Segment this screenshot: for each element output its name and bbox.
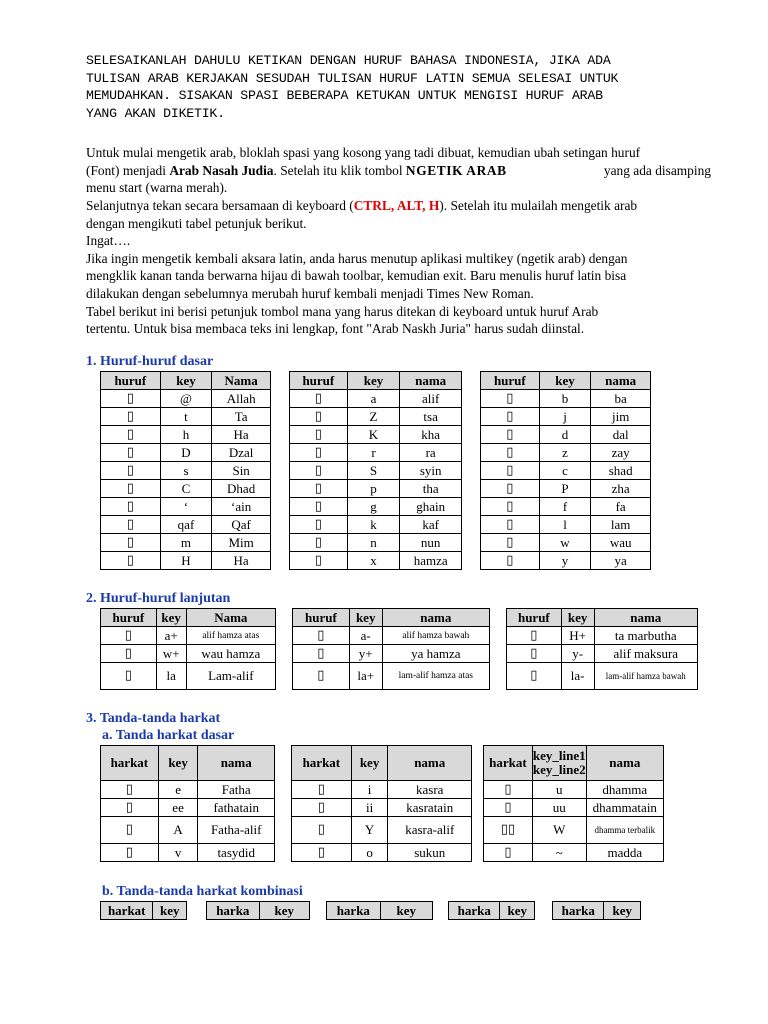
- col-header: huruf: [101, 372, 161, 390]
- key-cell: n: [347, 534, 400, 552]
- table-row: [484, 844, 664, 862]
- key-cell: h: [160, 426, 212, 444]
- col-header: key: [153, 902, 187, 920]
- name-cell: kasra: [388, 781, 472, 799]
- arabic-glyph-cell: ▯: [101, 817, 159, 844]
- name-cell: madda: [586, 844, 663, 862]
- table-row: [101, 426, 271, 444]
- table-row: [290, 534, 462, 552]
- arabic-glyph-cell: ▯: [101, 498, 161, 516]
- name-cell: jim: [591, 408, 651, 426]
- table-row: [101, 444, 271, 462]
- arabic-glyph-cell: ▯: [290, 516, 348, 534]
- col-header: harkat: [484, 746, 533, 781]
- arabic-glyph-cell: ▯: [507, 663, 562, 690]
- col-header: key: [156, 609, 186, 627]
- table-row: [101, 627, 276, 645]
- key-cell: qaf: [160, 516, 212, 534]
- arabic-glyph-cell: ▯: [290, 462, 348, 480]
- key-cell: S: [347, 462, 400, 480]
- table-row: [507, 627, 698, 645]
- key-cell: ‘: [160, 498, 212, 516]
- key-cell: g: [347, 498, 400, 516]
- key-cell: P: [539, 480, 591, 498]
- section-1-heading: 1. Huruf-huruf dasar: [86, 354, 214, 369]
- key-cell: f: [539, 498, 591, 516]
- table-row: [101, 844, 275, 862]
- col-header: key: [539, 372, 591, 390]
- table-row: [292, 781, 472, 799]
- harkat-basic-table-1: [100, 745, 275, 862]
- name-cell: fa: [591, 498, 651, 516]
- key-cell: s: [160, 462, 212, 480]
- arabic-glyph-cell: ▯: [101, 627, 157, 645]
- arabic-glyph-cell: ▯: [484, 781, 533, 799]
- name-cell: wau: [591, 534, 651, 552]
- name-cell: Dzal: [212, 444, 271, 462]
- arabic-glyph-cell: ▯: [481, 426, 540, 444]
- arabic-glyph-cell: ▯: [507, 645, 562, 663]
- col-header: key: [158, 746, 198, 781]
- key-cell: b: [539, 390, 591, 408]
- table-row: [101, 534, 271, 552]
- col-header: nama: [586, 746, 663, 781]
- table-row: [290, 516, 462, 534]
- table-row: [481, 444, 651, 462]
- table-row: [481, 498, 651, 516]
- table-row: [101, 817, 275, 844]
- name-cell: tsa: [400, 408, 462, 426]
- name-cell: dhamma terbalik: [586, 817, 663, 844]
- arabic-glyph-cell: ▯: [292, 844, 352, 862]
- arabic-glyph-cell: ▯: [293, 663, 350, 690]
- text-line: dilakukan dengan sebelumnya merubah huruf kembali menjadi Times New Roman.: [86, 285, 534, 301]
- table-row: [101, 480, 271, 498]
- col-header: huruf: [101, 609, 157, 627]
- key-cell: y+: [349, 645, 382, 663]
- name-cell: Qaf: [212, 516, 271, 534]
- arabic-glyph-cell: ▯: [290, 390, 348, 408]
- table-body: [507, 627, 698, 690]
- arabic-glyph-cell: ▯: [101, 552, 161, 570]
- intro-line: SELESAIKANLAH DAHULU KETIKAN DENGAN HURUF BAHASA INDONESIA, JIKA ADA: [86, 53, 611, 68]
- table-row: [101, 645, 276, 663]
- table-row: [101, 552, 271, 570]
- shortcut-red-text: CTRL, ALT, H: [353, 198, 440, 213]
- col-header: nama: [594, 609, 697, 627]
- arabic-glyph-cell: ▯: [484, 799, 533, 817]
- col-header: harka: [327, 902, 381, 920]
- name-cell: ‘ain: [212, 498, 271, 516]
- table-row: [101, 781, 275, 799]
- table-row: [292, 817, 472, 844]
- name-cell: zay: [591, 444, 651, 462]
- table-row: [292, 844, 472, 862]
- col-header: huruf: [507, 609, 562, 627]
- text-line: [86, 197, 711, 215]
- arabic-glyph-cell: ▯: [101, 781, 159, 799]
- col-header: nama: [400, 372, 462, 390]
- key-cell: e: [158, 781, 198, 799]
- key-cell: A: [158, 817, 198, 844]
- key-cell: t: [160, 408, 212, 426]
- arabic-glyph-cell: ▯: [290, 552, 348, 570]
- name-cell: syin: [400, 462, 462, 480]
- arabic-glyph-cell: ▯: [101, 799, 159, 817]
- font-name-bold: Arab Nasah Judia: [169, 162, 274, 178]
- name-cell: lam-alif hamza atas: [382, 663, 489, 690]
- arabic-glyph-cell: ▯: [481, 498, 540, 516]
- table-row: [484, 781, 664, 799]
- text-span: yang ada disamping: [603, 162, 711, 178]
- name-cell: alif: [400, 390, 462, 408]
- button-name-bold: NGETIK ARAB: [405, 162, 507, 178]
- table-row: [507, 645, 698, 663]
- arabic-glyph-cell: ▯: [481, 390, 540, 408]
- name-cell: nun: [400, 534, 462, 552]
- table-row: [101, 516, 271, 534]
- harkat-combo-table-2: [206, 901, 310, 920]
- table-row: [290, 552, 462, 570]
- subsection-a-heading: a. Tanda harkat dasar: [102, 728, 235, 743]
- name-cell: alif hamza bawah: [382, 627, 489, 645]
- col-header: key: [347, 372, 400, 390]
- arabic-glyph-cell: ▯: [507, 627, 562, 645]
- name-cell: sukun: [388, 844, 472, 862]
- name-cell: ya hamza: [382, 645, 489, 663]
- text-span: Selanjutnya tekan secara bersamaan di keyboard (: [86, 198, 354, 213]
- col-header: harka: [449, 902, 500, 920]
- arabic-glyph-cell: ▯: [481, 534, 540, 552]
- section-2-heading: 2. Huruf-huruf lanjutan: [86, 591, 231, 606]
- text-line: menu start (warna merah).: [86, 180, 228, 196]
- table-row: [481, 516, 651, 534]
- table-row: [481, 480, 651, 498]
- arabic-glyph-cell: ▯: [101, 426, 161, 444]
- key-cell: y: [539, 552, 591, 570]
- key-cell: @: [160, 390, 212, 408]
- key-cell: ii: [351, 799, 388, 817]
- harkat-combo-table-1: [100, 901, 187, 920]
- arabic-glyph-cell: ▯: [290, 534, 348, 552]
- key-cell: z: [539, 444, 591, 462]
- col-header: huruf: [293, 609, 350, 627]
- arabic-glyph-cell: ▯: [481, 462, 540, 480]
- name-cell: ya: [591, 552, 651, 570]
- key-cell: w+: [156, 645, 186, 663]
- name-cell: Sin: [212, 462, 271, 480]
- key-cell: o: [351, 844, 388, 862]
- key-cell: k: [347, 516, 400, 534]
- text-line: Untuk mulai mengetik arab, bloklah spasi yang kosong yang tadi dibuat, kemudian ubah setingan huruf: [86, 145, 641, 160]
- table-row: [290, 444, 462, 462]
- harkat-basic-table-2: [291, 745, 472, 862]
- col-header: key: [561, 609, 594, 627]
- arabic-glyph-cell: ▯: [481, 444, 540, 462]
- intro-line: TULISAN ARAB KERJAKAN SESUDAH TULISAN HURUF LATIN SEMUA SELESAI UNTUK: [86, 70, 619, 86]
- key-cell: a: [347, 390, 400, 408]
- arabic-glyph-cell: ▯: [101, 408, 161, 426]
- arabic-glyph-cell: ▯: [101, 444, 161, 462]
- table-row: [481, 552, 651, 570]
- table-row: [290, 498, 462, 516]
- table-row: [290, 426, 462, 444]
- key-cell: x: [347, 552, 400, 570]
- table-body: [292, 781, 472, 862]
- table-body: [101, 781, 275, 862]
- arabic-glyph-cell: ▯: [293, 645, 350, 663]
- table-row: [101, 462, 271, 480]
- table-row: [101, 663, 276, 690]
- key-cell: D: [160, 444, 212, 462]
- key-cell: y-: [561, 645, 594, 663]
- col-header: key: [259, 902, 309, 920]
- key-cell: la-: [561, 663, 594, 690]
- name-cell: kasra-alif: [388, 817, 472, 844]
- col-header: key: [604, 902, 641, 920]
- text-line: Ingat….: [86, 233, 131, 249]
- name-cell: dhamma: [586, 781, 663, 799]
- name-cell: kasratain: [388, 799, 472, 817]
- key-cell: C: [160, 480, 212, 498]
- col-header-key: [532, 746, 586, 781]
- key-cell: r: [347, 444, 400, 462]
- table-row: [481, 408, 651, 426]
- name-cell: alif maksura: [594, 645, 697, 663]
- col-header: key: [380, 902, 432, 920]
- harkat-combo-table-3: [326, 901, 433, 920]
- key-header-part: key_line1: [532, 748, 586, 763]
- key-cell: la+: [349, 663, 382, 690]
- harkat-combo-table-4: [448, 901, 535, 920]
- table-row: [290, 408, 462, 426]
- arabic-glyph-cell: ▯: [481, 552, 540, 570]
- key-cell: p: [347, 480, 400, 498]
- key-cell: d: [539, 426, 591, 444]
- table-row: [292, 799, 472, 817]
- advanced-letters-table-1: [100, 608, 276, 690]
- text-line: dengan mengikuti tabel petunjuk berikut.: [86, 215, 307, 231]
- intro-line: MEMUDAHKAN. SISAKAN SPASI BEBERAPA KETUKAN UNTUK MENGISI HURUF ARAB: [86, 88, 603, 103]
- text-line: mengklik kanan tanda berwarna hijau di bawah toolbar, kemudian exit. Baru menulis huruf latin bisa: [86, 268, 627, 284]
- text-line: Jika ingin mengetik kembali aksara latin, anda harus menutup aplikasi multikey (ngetik arab) dengan: [86, 250, 628, 266]
- table-body: [484, 781, 664, 862]
- instruction-paragraph-1: [86, 144, 711, 197]
- arabic-glyph-cell: ▯: [101, 663, 157, 690]
- arabic-glyph-cell: ▯: [292, 781, 352, 799]
- name-cell: ra: [400, 444, 462, 462]
- arabic-glyph-cell: ▯: [101, 480, 161, 498]
- table-row: [293, 627, 490, 645]
- name-cell: dal: [591, 426, 651, 444]
- table-row: [101, 799, 275, 817]
- arabic-glyph-cell: ▯: [101, 516, 161, 534]
- arabic-glyph-cell: ▯: [292, 799, 352, 817]
- arabic-glyph-cell: ▯: [101, 462, 161, 480]
- key-cell: la: [156, 663, 186, 690]
- key-cell: l: [539, 516, 591, 534]
- name-cell: shad: [591, 462, 651, 480]
- basic-letters-table-1: [100, 371, 271, 570]
- name-cell: Ta: [212, 408, 271, 426]
- name-cell: kha: [400, 426, 462, 444]
- harkat-combo-table-5: [552, 901, 641, 920]
- col-header: nama: [382, 609, 489, 627]
- section-3-heading: 3. Tanda-tanda harkat: [86, 711, 221, 726]
- table-row: [293, 663, 490, 690]
- text-span: ). Setelah itu mulailah mengetik arab: [439, 198, 638, 213]
- key-cell: j: [539, 408, 591, 426]
- col-header: key: [351, 746, 388, 781]
- name-cell: lam-alif hamza bawah: [594, 663, 697, 690]
- col-header: huruf: [290, 372, 348, 390]
- name-cell: tasydid: [198, 844, 275, 862]
- key-header-part: key_line2: [532, 762, 586, 777]
- table-body: [101, 627, 276, 690]
- harkat-basic-table-3: [483, 745, 664, 862]
- name-cell: alif hamza atas: [186, 627, 275, 645]
- arabic-glyph-cell: ▯: [481, 480, 540, 498]
- arabic-glyph-cell: ▯: [481, 408, 540, 426]
- name-cell: kaf: [400, 516, 462, 534]
- table-body: [481, 390, 651, 570]
- key-cell: v: [158, 844, 198, 862]
- table-body: [293, 627, 490, 690]
- key-cell: Z: [347, 408, 400, 426]
- table-row: [481, 462, 651, 480]
- table-row: [481, 426, 651, 444]
- arabic-glyph-cell: ▯: [290, 444, 348, 462]
- name-cell: Mim: [212, 534, 271, 552]
- arabic-glyph-cell: ▯: [101, 390, 161, 408]
- key-cell: W: [532, 817, 586, 844]
- subsection-b-heading: b. Tanda-tanda harkat kombinasi: [102, 884, 303, 899]
- arabic-glyph-cell: ▯: [293, 627, 350, 645]
- key-cell: ee: [158, 799, 198, 817]
- arabic-glyph-cell: ▯: [292, 817, 352, 844]
- name-cell: Fatha: [198, 781, 275, 799]
- arabic-glyph-cell: ▯: [484, 844, 533, 862]
- table-row: [484, 799, 664, 817]
- name-cell: Dhad: [212, 480, 271, 498]
- name-cell: fathatain: [198, 799, 275, 817]
- text-line: tertentu. Untuk bisa membaca teks ini lengkap, font "Arab Naskh Juria" harus sudah diinstal.: [86, 321, 585, 337]
- col-header: harka: [207, 902, 260, 920]
- col-header: harkat: [101, 902, 153, 920]
- instruction-paragraph-2: [86, 197, 711, 338]
- intro-line: YANG AKAN DIKETIK.: [86, 105, 225, 121]
- col-header: key: [160, 372, 212, 390]
- name-cell: Allah: [212, 390, 271, 408]
- col-header: harka: [553, 902, 604, 920]
- table-row: [290, 480, 462, 498]
- name-cell: Ha: [212, 552, 271, 570]
- name-cell: ghain: [400, 498, 462, 516]
- name-cell: hamza: [400, 552, 462, 570]
- name-cell: ta marbutha: [594, 627, 697, 645]
- arabic-glyph-cell: ▯▯: [484, 817, 533, 844]
- col-header: key: [500, 902, 535, 920]
- arabic-glyph-cell: ▯: [101, 844, 159, 862]
- table-row: [101, 390, 271, 408]
- table-row: [290, 390, 462, 408]
- name-cell: zha: [591, 480, 651, 498]
- arabic-glyph-cell: ▯: [290, 408, 348, 426]
- key-cell: c: [539, 462, 591, 480]
- arabic-glyph-cell: ▯: [290, 426, 348, 444]
- key-cell: a+: [156, 627, 186, 645]
- arabic-glyph-cell: ▯: [290, 498, 348, 516]
- name-cell: dhammatain: [586, 799, 663, 817]
- intro-uppercase-paragraph: [86, 52, 716, 122]
- col-header: nama: [388, 746, 472, 781]
- col-header: harkat: [292, 746, 352, 781]
- col-header: nama: [591, 372, 651, 390]
- arabic-glyph-cell: ▯: [101, 645, 157, 663]
- key-cell: Y: [351, 817, 388, 844]
- text-line: Tabel berikut ini berisi petunjuk tombol mana yang harus ditekan di keyboard untuk huruf Arab: [86, 303, 599, 319]
- key-cell: ~: [532, 844, 586, 862]
- col-header: Nama: [186, 609, 275, 627]
- table-row: [101, 408, 271, 426]
- table-row: [481, 534, 651, 552]
- table-row: [484, 817, 664, 844]
- col-header: Nama: [212, 372, 271, 390]
- basic-letters-table-3: [480, 371, 651, 570]
- name-cell: lam: [591, 516, 651, 534]
- text-span: . Setelah itu klik tombol: [273, 162, 406, 178]
- key-cell: H: [160, 552, 212, 570]
- basic-letters-table-2: [289, 371, 462, 570]
- key-cell: K: [347, 426, 400, 444]
- arabic-glyph-cell: ▯: [101, 534, 161, 552]
- table-body: [101, 390, 271, 570]
- table-row: [481, 390, 651, 408]
- table-row: [101, 498, 271, 516]
- table-row: [290, 462, 462, 480]
- arabic-glyph-cell: ▯: [290, 480, 348, 498]
- key-cell: m: [160, 534, 212, 552]
- table-body: [290, 390, 462, 570]
- name-cell: Fatha-alif: [198, 817, 275, 844]
- col-header: huruf: [481, 372, 540, 390]
- text-span: (Font) menjadi: [86, 162, 170, 178]
- key-cell: w: [539, 534, 591, 552]
- table-row: [293, 645, 490, 663]
- name-cell: ba: [591, 390, 651, 408]
- advanced-letters-table-2: [292, 608, 490, 690]
- key-cell: i: [351, 781, 388, 799]
- table-row: [507, 663, 698, 690]
- key-cell: a-: [349, 627, 382, 645]
- col-header: nama: [198, 746, 275, 781]
- key-cell: H+: [561, 627, 594, 645]
- text-line: [86, 162, 711, 180]
- advanced-letters-table-3: [506, 608, 698, 690]
- arabic-glyph-cell: ▯: [481, 516, 540, 534]
- name-cell: tha: [400, 480, 462, 498]
- name-cell: Ha: [212, 426, 271, 444]
- name-cell: wau hamza: [186, 645, 275, 663]
- name-cell: Lam-alif: [186, 663, 275, 690]
- col-header: harkat: [101, 746, 159, 781]
- key-cell: u: [532, 781, 586, 799]
- col-header: key: [349, 609, 382, 627]
- key-cell: uu: [532, 799, 586, 817]
